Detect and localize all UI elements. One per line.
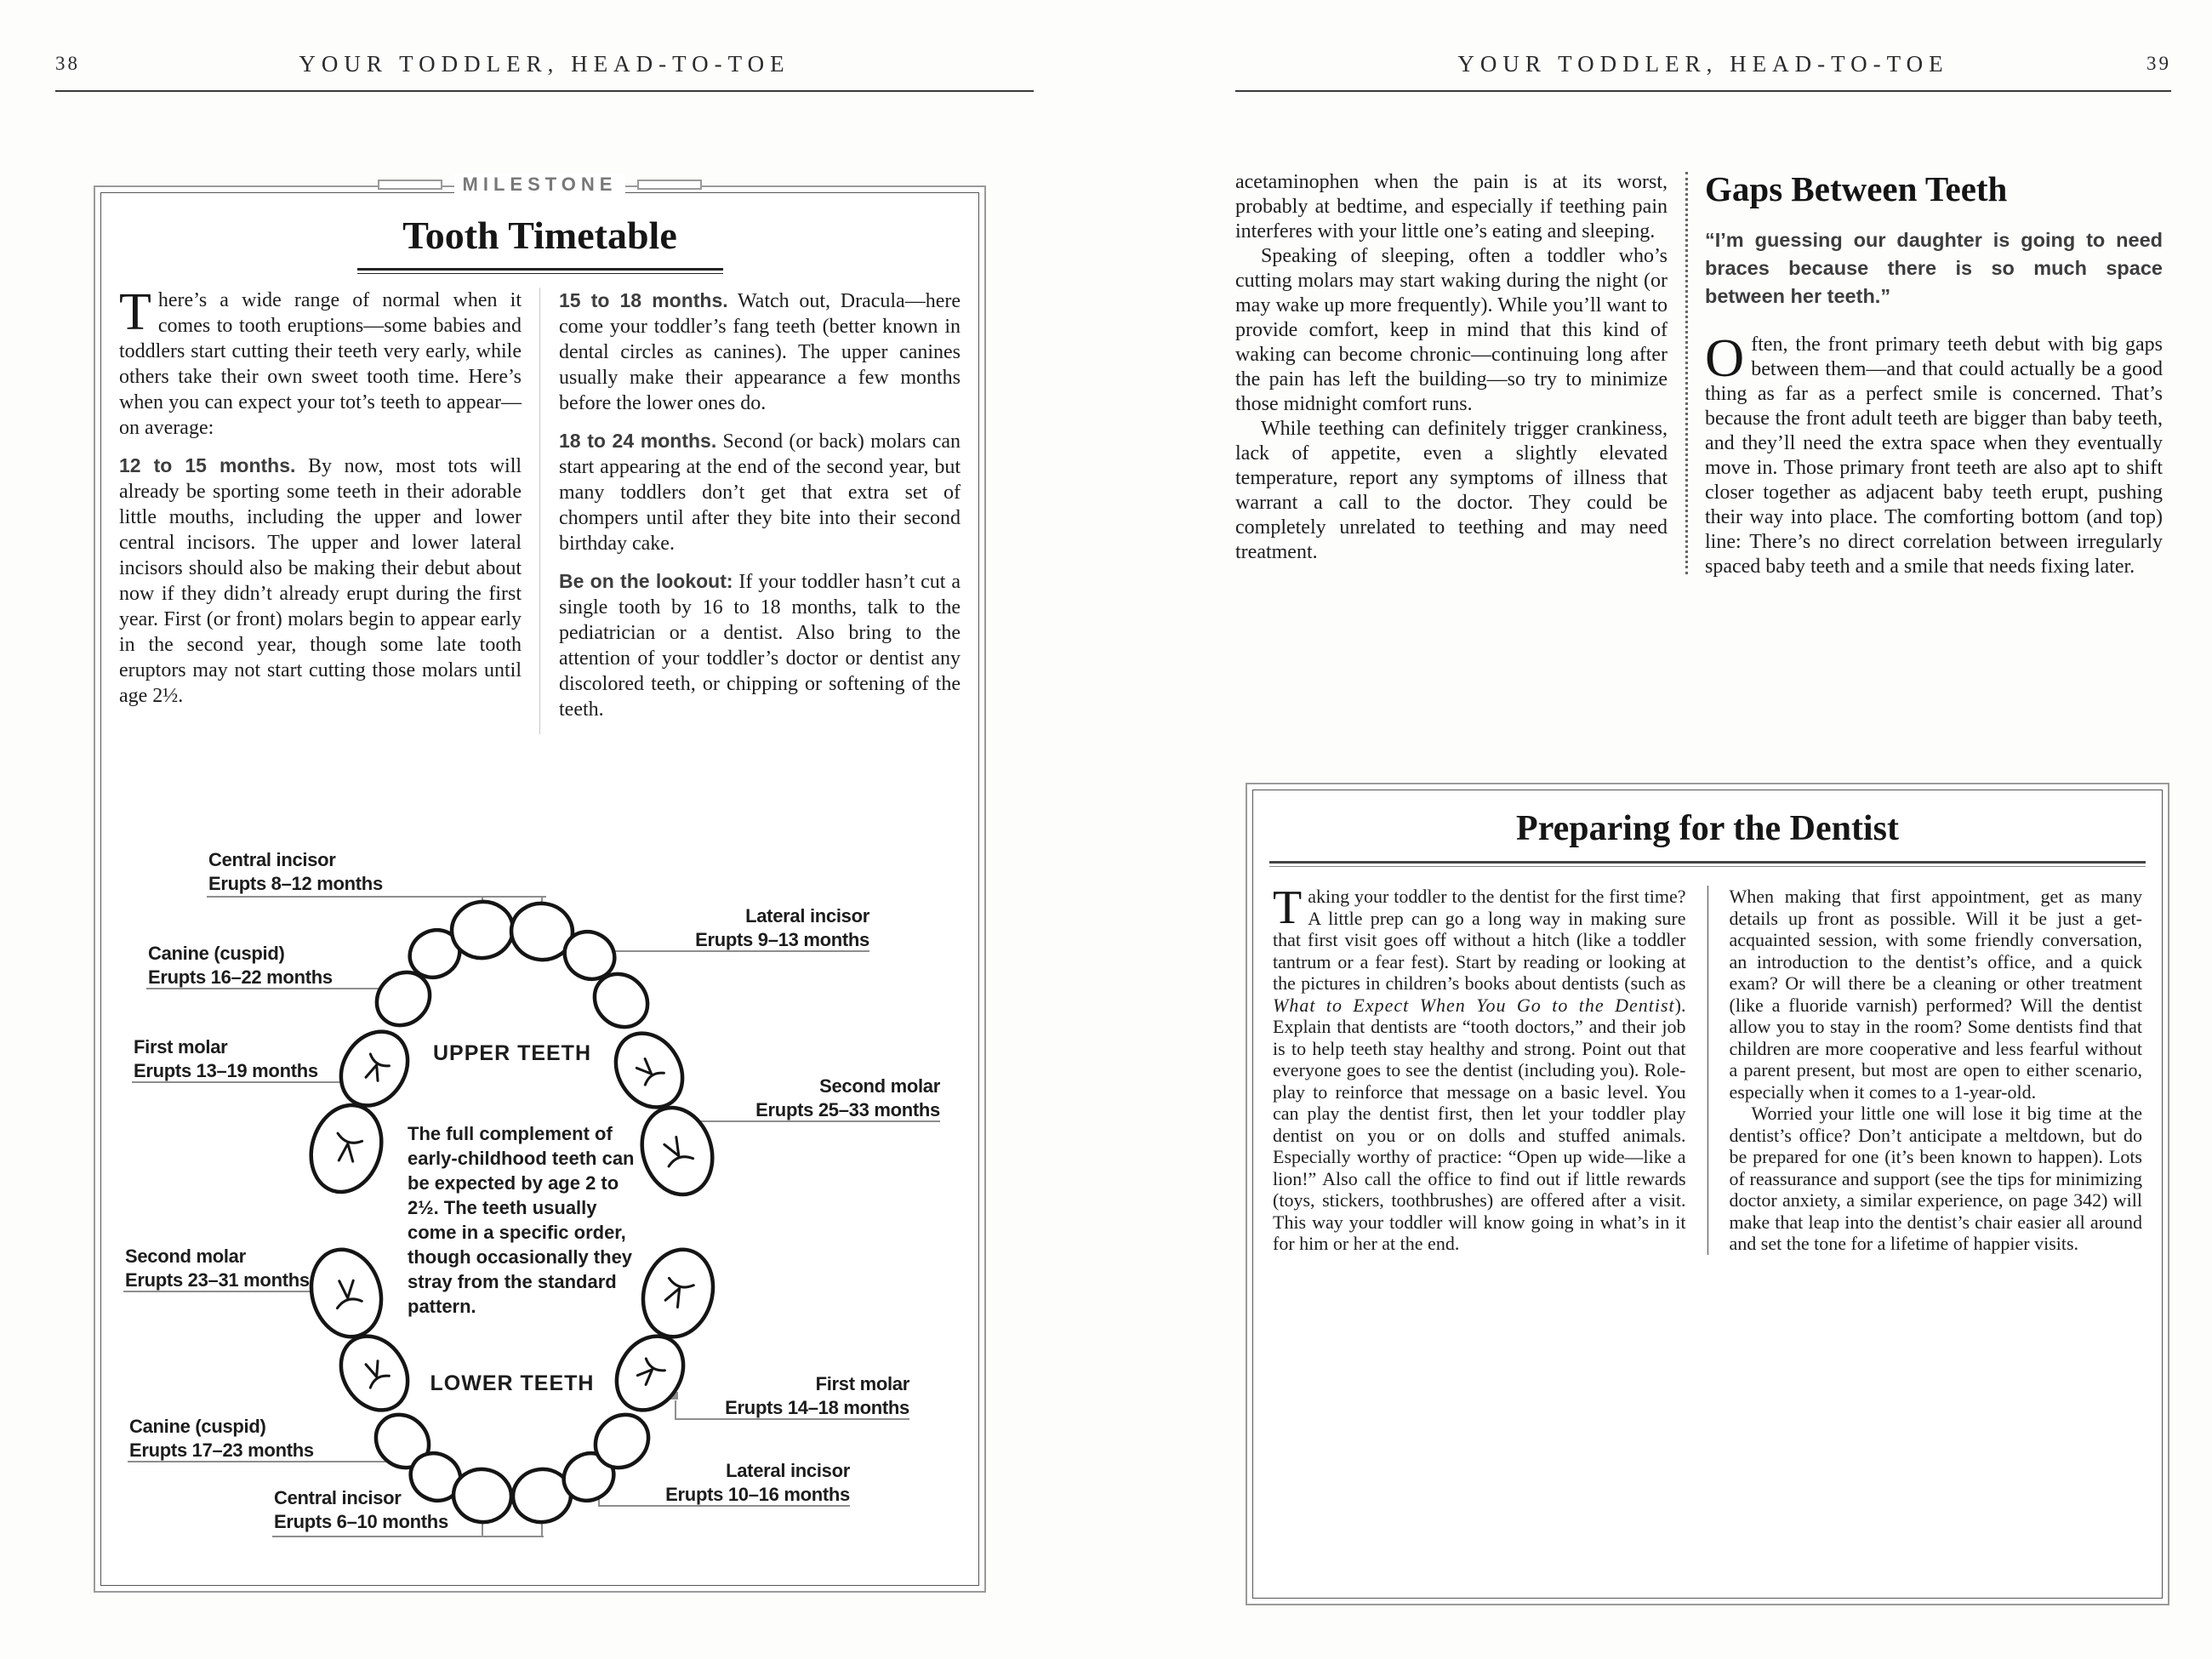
tooth-lower-right-second-molar xyxy=(633,1241,723,1345)
left-page xyxy=(55,51,1034,1616)
milestone-title-rule xyxy=(357,268,723,274)
page-number-right: 39 xyxy=(2146,53,2171,74)
right-page xyxy=(1235,51,2171,1616)
dentist-column-1 xyxy=(1273,881,1707,1255)
header-rule-right xyxy=(1235,90,2171,92)
right-page-column-2 xyxy=(1705,170,2163,579)
note-line: The full complement of xyxy=(408,1123,613,1144)
left-page-header xyxy=(55,51,1034,83)
tooth-upper-right-first-molar xyxy=(602,1021,696,1120)
lower-teeth-label: LOWER TEETH xyxy=(430,1371,595,1395)
text-15-18-months: Watch out, Dracula—here come your toddler’s fang teeth (better known in dental circles as canines). The upper canines usually make their appearance a few months before the lower ones do. xyxy=(559,290,961,414)
label-lower-lateral-incisor: Lateral incisor xyxy=(726,1460,850,1481)
text-be-on-lookout: If your toddler hasn’t cut a single tooth by 16 to 18 months, talk to the pediatrician or a dentist. Also bring to the attention of your toddler’s doctor or dentist any discolored teeth, or chipping or softening of the teeth. xyxy=(559,571,961,721)
milestone-paragraph-12-15 xyxy=(119,453,522,709)
label-lower-central-erupts: Erupts 6–10 months xyxy=(274,1511,448,1532)
teething-paragraph-1: acetaminophen when the pain is at its worst, probably at bedtime, and especially if teething pain interferes with your little one’s eating and sleeping. xyxy=(1235,171,1668,242)
tooth-upper-left-second-molar xyxy=(300,1096,392,1201)
right-page-column-1 xyxy=(1235,170,1668,579)
tooth-diagram-svg xyxy=(95,841,984,1588)
tooth-upper-right-second-molar xyxy=(631,1098,723,1204)
label-lower-central-incisor: Central incisor xyxy=(274,1487,402,1508)
label-upper-canine: Canine (cuspid) xyxy=(148,943,285,964)
label-lower-first-molar-erupts: Erupts 14–18 months xyxy=(725,1397,909,1418)
dentist-text-post-italic: ). Explain that dentists are “tooth doctors,” and their job is to help teeth stay healthy and strong. Point out that everyone goes to see the dentist (including you). Role-play to reinforce that message on a basic level. You can play the dentist first, then let your toddler play dentist on you or on dolls and stuffed animals. Especially worthy of practice: “Open up wide—like a lion!” Also call the office to find out if little rewards (toys, stickers, toothbrushes) are offered after a visit. This way your toddler will know going in what’s in it for him or her at the end. xyxy=(1273,994,1686,1254)
label-upper-second-molar-erupts: Erupts 25–33 months xyxy=(755,1099,940,1120)
milestone-title: Tooth Timetable xyxy=(402,214,677,257)
dotted-column-divider xyxy=(1685,172,1688,574)
teething-paragraph-2: Speaking of sleeping, often a toddler who’s cutting molars may start waking during the night (or may wake up more frequently). While you’ll want to provide comfort, keep in mind that this kind of waking can become chronic—continuing long after the pain has left the building—so try to minimize those midnight comfort runs. xyxy=(1235,245,1668,415)
tooth-lower-left-first-molar xyxy=(328,1324,421,1422)
dentist-paragraph-1 xyxy=(1273,881,1686,1255)
tooth-upper-left-first-molar xyxy=(328,1019,421,1118)
label-upper-central-incisor: Central incisor xyxy=(208,849,336,870)
tooth-lower-left-second-molar xyxy=(301,1241,391,1345)
milestone-paragraph-lookout xyxy=(559,568,961,722)
label-upper-first-molar: First molar xyxy=(134,1036,228,1058)
dentist-column-2 xyxy=(1707,886,2143,1255)
milestone-intro-text: here’s a wide range of normal when it comes to tooth eruptions—some babies and toddlers start cutting their teeth very early, while others take their own sweet tooth time. Here’s when you can expect your tot’s teeth to appear—on average: xyxy=(119,289,522,439)
milestone-tab-label: MILESTONE xyxy=(454,174,626,196)
text-18-24-months: Second (or back) molars can start appearing at the end of the second year, but many toddlers don’t get that extra set of chompers until after they bite into their second birthday cake. xyxy=(559,430,961,555)
note-line: come in a specific order, xyxy=(408,1222,626,1243)
lead-be-on-lookout: Be on the lookout: xyxy=(559,570,733,592)
milestone-intro-paragraph xyxy=(119,283,522,441)
running-head-right: YOUR TODDLER, HEAD-TO-TOE xyxy=(1457,51,1949,77)
note-line: 2½. The teeth usually xyxy=(408,1197,597,1218)
label-upper-second-molar: Second molar xyxy=(819,1075,940,1097)
label-upper-canine-erupts: Erupts 16–22 months xyxy=(148,966,333,988)
note-line: be expected by age 2 to xyxy=(408,1172,619,1194)
teething-paragraph-3: While teething can definitely trigger crankiness, lack of appetite, even a slightly elevated temperature, report any symptoms of illness that warrant a call to the doctor. They could be completely unrelated to teething and may need treatment. xyxy=(1235,418,1668,563)
note-line: stray from the standard xyxy=(408,1271,617,1292)
gaps-quote: “I’m guessing our daughter is going to need braces because there is so much space between her teeth.” xyxy=(1705,229,2163,307)
label-upper-lateral-erupts: Erupts 9–13 months xyxy=(695,929,869,950)
page-number-left: 38 xyxy=(55,53,80,74)
label-lower-first-molar: First molar xyxy=(815,1373,909,1394)
book-title-italic: What to Expect When You Go to the Dentist xyxy=(1273,994,1675,1016)
milestone-column-1 xyxy=(119,283,539,734)
dentist-box xyxy=(1246,783,2169,1605)
milestone-tab-bar-right xyxy=(637,180,702,190)
note-line: early-childhood teeth can xyxy=(408,1148,635,1169)
lead-15-18-months: 15 to 18 months. xyxy=(559,289,728,311)
running-head-left: YOUR TODDLER, HEAD-TO-TOE xyxy=(299,51,790,77)
note-line: pattern. xyxy=(408,1296,476,1317)
label-lower-canine: Canine (cuspid) xyxy=(129,1416,266,1437)
milestone-box xyxy=(94,174,986,1593)
gaps-heading: Gaps Between Teeth xyxy=(1705,169,2008,208)
dentist-title-rule xyxy=(1269,861,2146,867)
lead-18-24-months: 18 to 24 months. xyxy=(559,430,717,452)
label-upper-first-molar-erupts: Erupts 13–19 months xyxy=(134,1060,318,1081)
dentist-paragraph-3: Worried your little one will lose it big time at the dentist’s office? Don’t anticipate a meltdown, but do be prepared for one (it’s been known to happen). Lots of reassurance and support (see the tips for minimizing doctor anxiety, a similar experience, on page 342) will make that leap into the dentist’s chair easier all around and set the tone for a lifetime of happier visits. xyxy=(1729,1103,2142,1254)
label-upper-central-erupts: Erupts 8–12 months xyxy=(208,873,383,894)
milestone-paragraph-15-18 xyxy=(559,288,961,416)
note-line: though occasionally they xyxy=(408,1246,633,1268)
diagram-note xyxy=(408,1123,635,1317)
upper-teeth-label: UPPER TEETH xyxy=(432,1041,592,1065)
label-lower-second-molar: Second molar xyxy=(125,1246,246,1267)
label-upper-lateral-incisor: Lateral incisor xyxy=(745,905,869,926)
milestone-columns xyxy=(95,274,984,734)
dentist-box-columns xyxy=(1247,867,2168,1255)
dentist-paragraph-2: When making that first appointment, get as many details up front as possible. Will it be just a get-acquainted session, with some friendly conversation, an introduction to the dentist’s office, and a quick exam? Or will there be a cleaning or other treatment (like a fluoride varnish) performed? Will the dentist allow you to stay in the room? Some dentists find that children are more cooperative and less fearful without a parent present, but most are open to either scenario, especially when it comes to a 1-year-old. xyxy=(1729,886,2142,1103)
milestone-paragraph-18-24 xyxy=(559,428,961,556)
dropcap-t: T xyxy=(119,283,151,341)
dropcap-o: O xyxy=(1705,328,1745,388)
tooth-diagram xyxy=(95,841,984,1588)
dropcap-t2: T xyxy=(1273,881,1303,934)
lead-12-15-months: 12 to 15 months. xyxy=(119,454,296,476)
header-rule-left xyxy=(55,90,1034,92)
tooth-lower-right-first-molar xyxy=(603,1324,697,1422)
label-lower-lateral-erupts: Erupts 10–16 months xyxy=(665,1484,850,1505)
milestone-column-2 xyxy=(539,288,961,734)
gaps-body-paragraph xyxy=(1705,328,2163,579)
dentist-text-pre-italic: aking your toddler to the dentist for the first time? A little prep can go a long way in making sure that first visit goes off without a hitch (like a toddler tantrum or a fear fest). Start by reading or looking at the pictures in children’s books about dentists (such as xyxy=(1273,886,1686,994)
gaps-body-text: ften, the front primary teeth debut with big gaps between them—and that could actually be a good thing as far as a perfect smile is concerned. That’s because the front adult teeth are bigger than baby teeth, and they’ll need the extra space when they eventually move in. Those primary front teeth are also apt to shift closer together as adjacent baby teeth erupt, pushing their way into place. The comforting bottom (and top) line: There’s no direct correlation between irregularly spaced baby teeth and a smile that needs fixing later. xyxy=(1705,334,2163,578)
milestone-tab xyxy=(95,174,984,196)
dentist-box-title: Preparing for the Dentist xyxy=(1516,809,1899,848)
right-page-columns xyxy=(1235,170,2163,579)
label-lower-second-molar-erupts: Erupts 23–31 months xyxy=(125,1269,310,1291)
text-12-15-months: By now, most tots will already be sporting some teeth in their adorable little mouths, including the upper and lower central incisors. The upper and lower lateral incisors should also be making their debut about now if they didn’t already erupt during the first year. First (or front) molars begin to appear early in the second year, though some late tooth eruptors may not start cutting those molars until age 2½. xyxy=(119,455,522,707)
milestone-tab-bar-left xyxy=(378,180,442,190)
right-page-header xyxy=(1235,51,2171,83)
label-lower-canine-erupts: Erupts 17–23 months xyxy=(129,1440,314,1461)
